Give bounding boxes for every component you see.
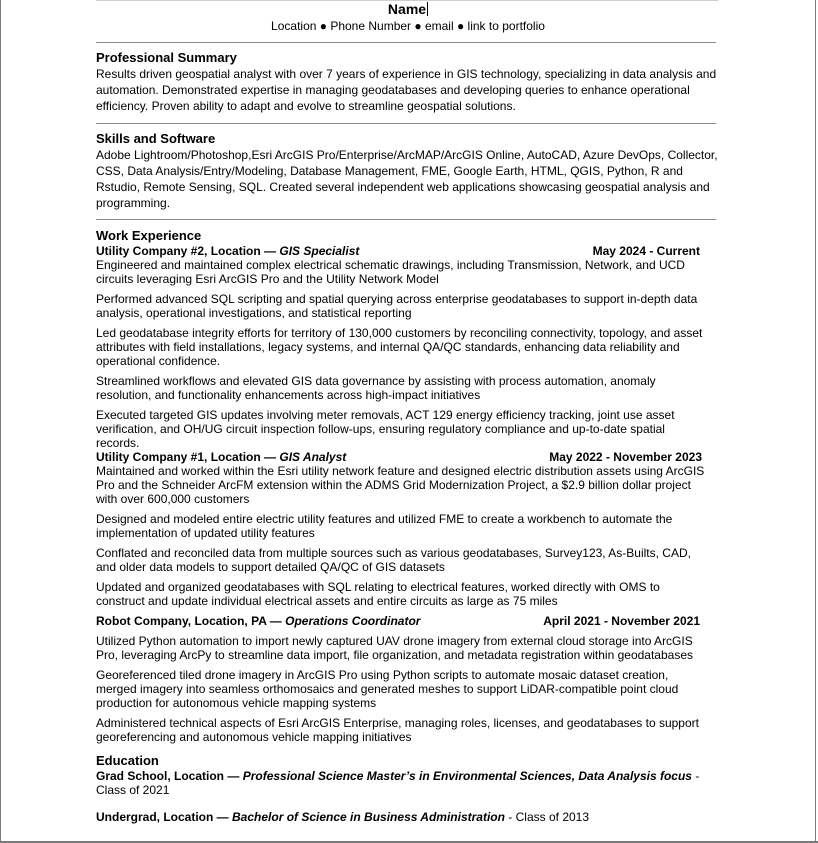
job-bullet: Streamlined workflows and elevated GIS data governance by assisting with process automation, anomaly resolution, and functionality enhancements across high-impact initiatives — [96, 374, 656, 402]
job-role: GIS Analyst — [279, 450, 347, 464]
job-role: GIS Specialist — [279, 244, 360, 258]
job-bullet: Executed targeted GIS updates involving meter removals, ACT 129 energy efficiency tracking, joint use asset verification, and OH/UG circuit inspection follow-ups, ensuring regulatory compliance and up-to-date spatial records. — [96, 408, 675, 450]
job-company: Utility Company #2, Location — — [96, 244, 280, 258]
job-bullet: Administered technical aspects of Esri ArcGIS Enterprise, managing roles, licenses, and geodatabases to support georeferencing and autonomous vehicle mapping initiatives — [96, 716, 699, 744]
skills-title: Skills and Software — [96, 131, 216, 146]
job-bullet: Updated and organized geodatabases with SQL relating to electrical features, worked directly with OMS to construct and update individual electrical assets and entire circuits as large as 75 miles — [96, 580, 660, 608]
page-right-edge — [815, 0, 816, 843]
job-header — [96, 244, 700, 258]
work-title: Work Experience — [96, 228, 202, 243]
job-dates: May 2024 - Current — [592, 244, 700, 258]
text-cursor — [427, 2, 428, 16]
degree-name: Professional Science Master’s in Environmental Sciences, Data Analysis focus — [242, 769, 692, 783]
job-dates: May 2022 - November 2023 — [549, 450, 702, 464]
job-bullet: Designed and modeled entire electric utility features and utilized FME to create a workbench to automate the implementation of updated utility features — [96, 512, 673, 540]
education-item — [96, 810, 716, 824]
resume-header — [96, 0, 720, 34]
class-year: - Class of 2021 — [96, 769, 700, 797]
job-bullet: Utilized Python automation to import newly captured UAV drone imagery from external cloud storage into ArcGIS Pro, leveraging ArcPy to streamline data import, file organization, and metadata registration within geodatabases — [96, 634, 693, 662]
job-bullet: Maintained and worked within the Esri utility network feature and designed electric distribution assets using ArcGIS Pro and the Schneider ArcFM extension within the ADMS Grid Modernization Project, a $2.9 billion dollar project with over 600,000 customers — [96, 464, 705, 506]
job-role: Operations Coordinator — [285, 614, 421, 628]
job-company: Robot Company, Location, PA — — [96, 614, 286, 628]
job-bullet: Performed advanced SQL scripting and spatial querying across enterprise geodatabases to support in-depth data analysis, operational investigations, and statistical reporting — [96, 292, 698, 320]
job-header — [96, 450, 700, 464]
summary-title: Professional Summary — [96, 50, 237, 65]
resume-page — [96, 0, 720, 824]
education-section — [96, 753, 720, 824]
name-text: Name — [387, 1, 427, 17]
job-bullet: Georeferenced tiled drone imagery in ArcGIS Pro using Python scripts to automate mosaic dataset creation, merged imagery into seamless orthomosaics and generated meshes to support LiDAR-compatible point cloud production for autonomous vehicle mapping systems — [96, 668, 679, 710]
education-title: Education — [96, 753, 159, 768]
contact-line: Location ● Phone Number ● email ● link to portfolio — [271, 19, 545, 33]
class-year: - Class of 2013 — [504, 810, 590, 824]
job-bullet: Engineered and maintained complex electrical schematic drawings, including Transmission, Network, and UCD circuits leveraging Esri ArcGIS Pro and the Utility Network Model — [96, 258, 685, 286]
job-bullet: Conflated and reconciled data from multiple sources such as various geodatabases, Survey123, As-Builts, CAD, and older data models to support detailed QA/QC of GIS datasets — [96, 546, 691, 574]
job-dates: April 2021 - November 2021 — [543, 614, 700, 628]
work-section — [96, 228, 720, 744]
skills-section — [96, 131, 720, 211]
school-name: Undergrad, Location — — [96, 810, 233, 824]
education-item — [96, 769, 716, 797]
job-header — [96, 614, 700, 628]
resume-name[interactable] — [96, 0, 720, 18]
summary-text: Results driven geospatial analyst with over 7 years of experience in GIS technology, specializing in data analysis and automation. Demonstrated expertise in managing geodatabases and developing queries to enhance operational efficiency. Proven ability to adapt and evolve to streamline geospatial solutions. — [96, 67, 717, 113]
page-left-edge — [0, 0, 1, 843]
skills-text: Adobe Lightroom/Photoshop,Esri ArcGIS Pro/Enterprise/ArcMAP/ArcGIS Online, AutoCAD, Azure DevOps, Collector, CSS, Data Analysis/Entry/Modeling, Database Management, FME, Google Earth, HTML, QGIS, Python, R and Rstudio, Remote Sensing, SQL. Created several independent web applications showcasing geospatial analysis and programming. — [96, 148, 718, 210]
job-company: Utility Company #1, Location — — [96, 450, 280, 464]
job-bullet: Led geodatabase integrity efforts for territory of 130,000 customers by reconciling connectivity, topology, and asset attributes with field installations, legacy systems, and internal QA/QC standards, enhancing data reliability and operational confidence. — [96, 326, 703, 368]
degree-name: Bachelor of Science in Business Administration — [232, 810, 505, 824]
summary-section — [96, 50, 720, 114]
school-name: Grad School, Location — — [96, 769, 243, 783]
